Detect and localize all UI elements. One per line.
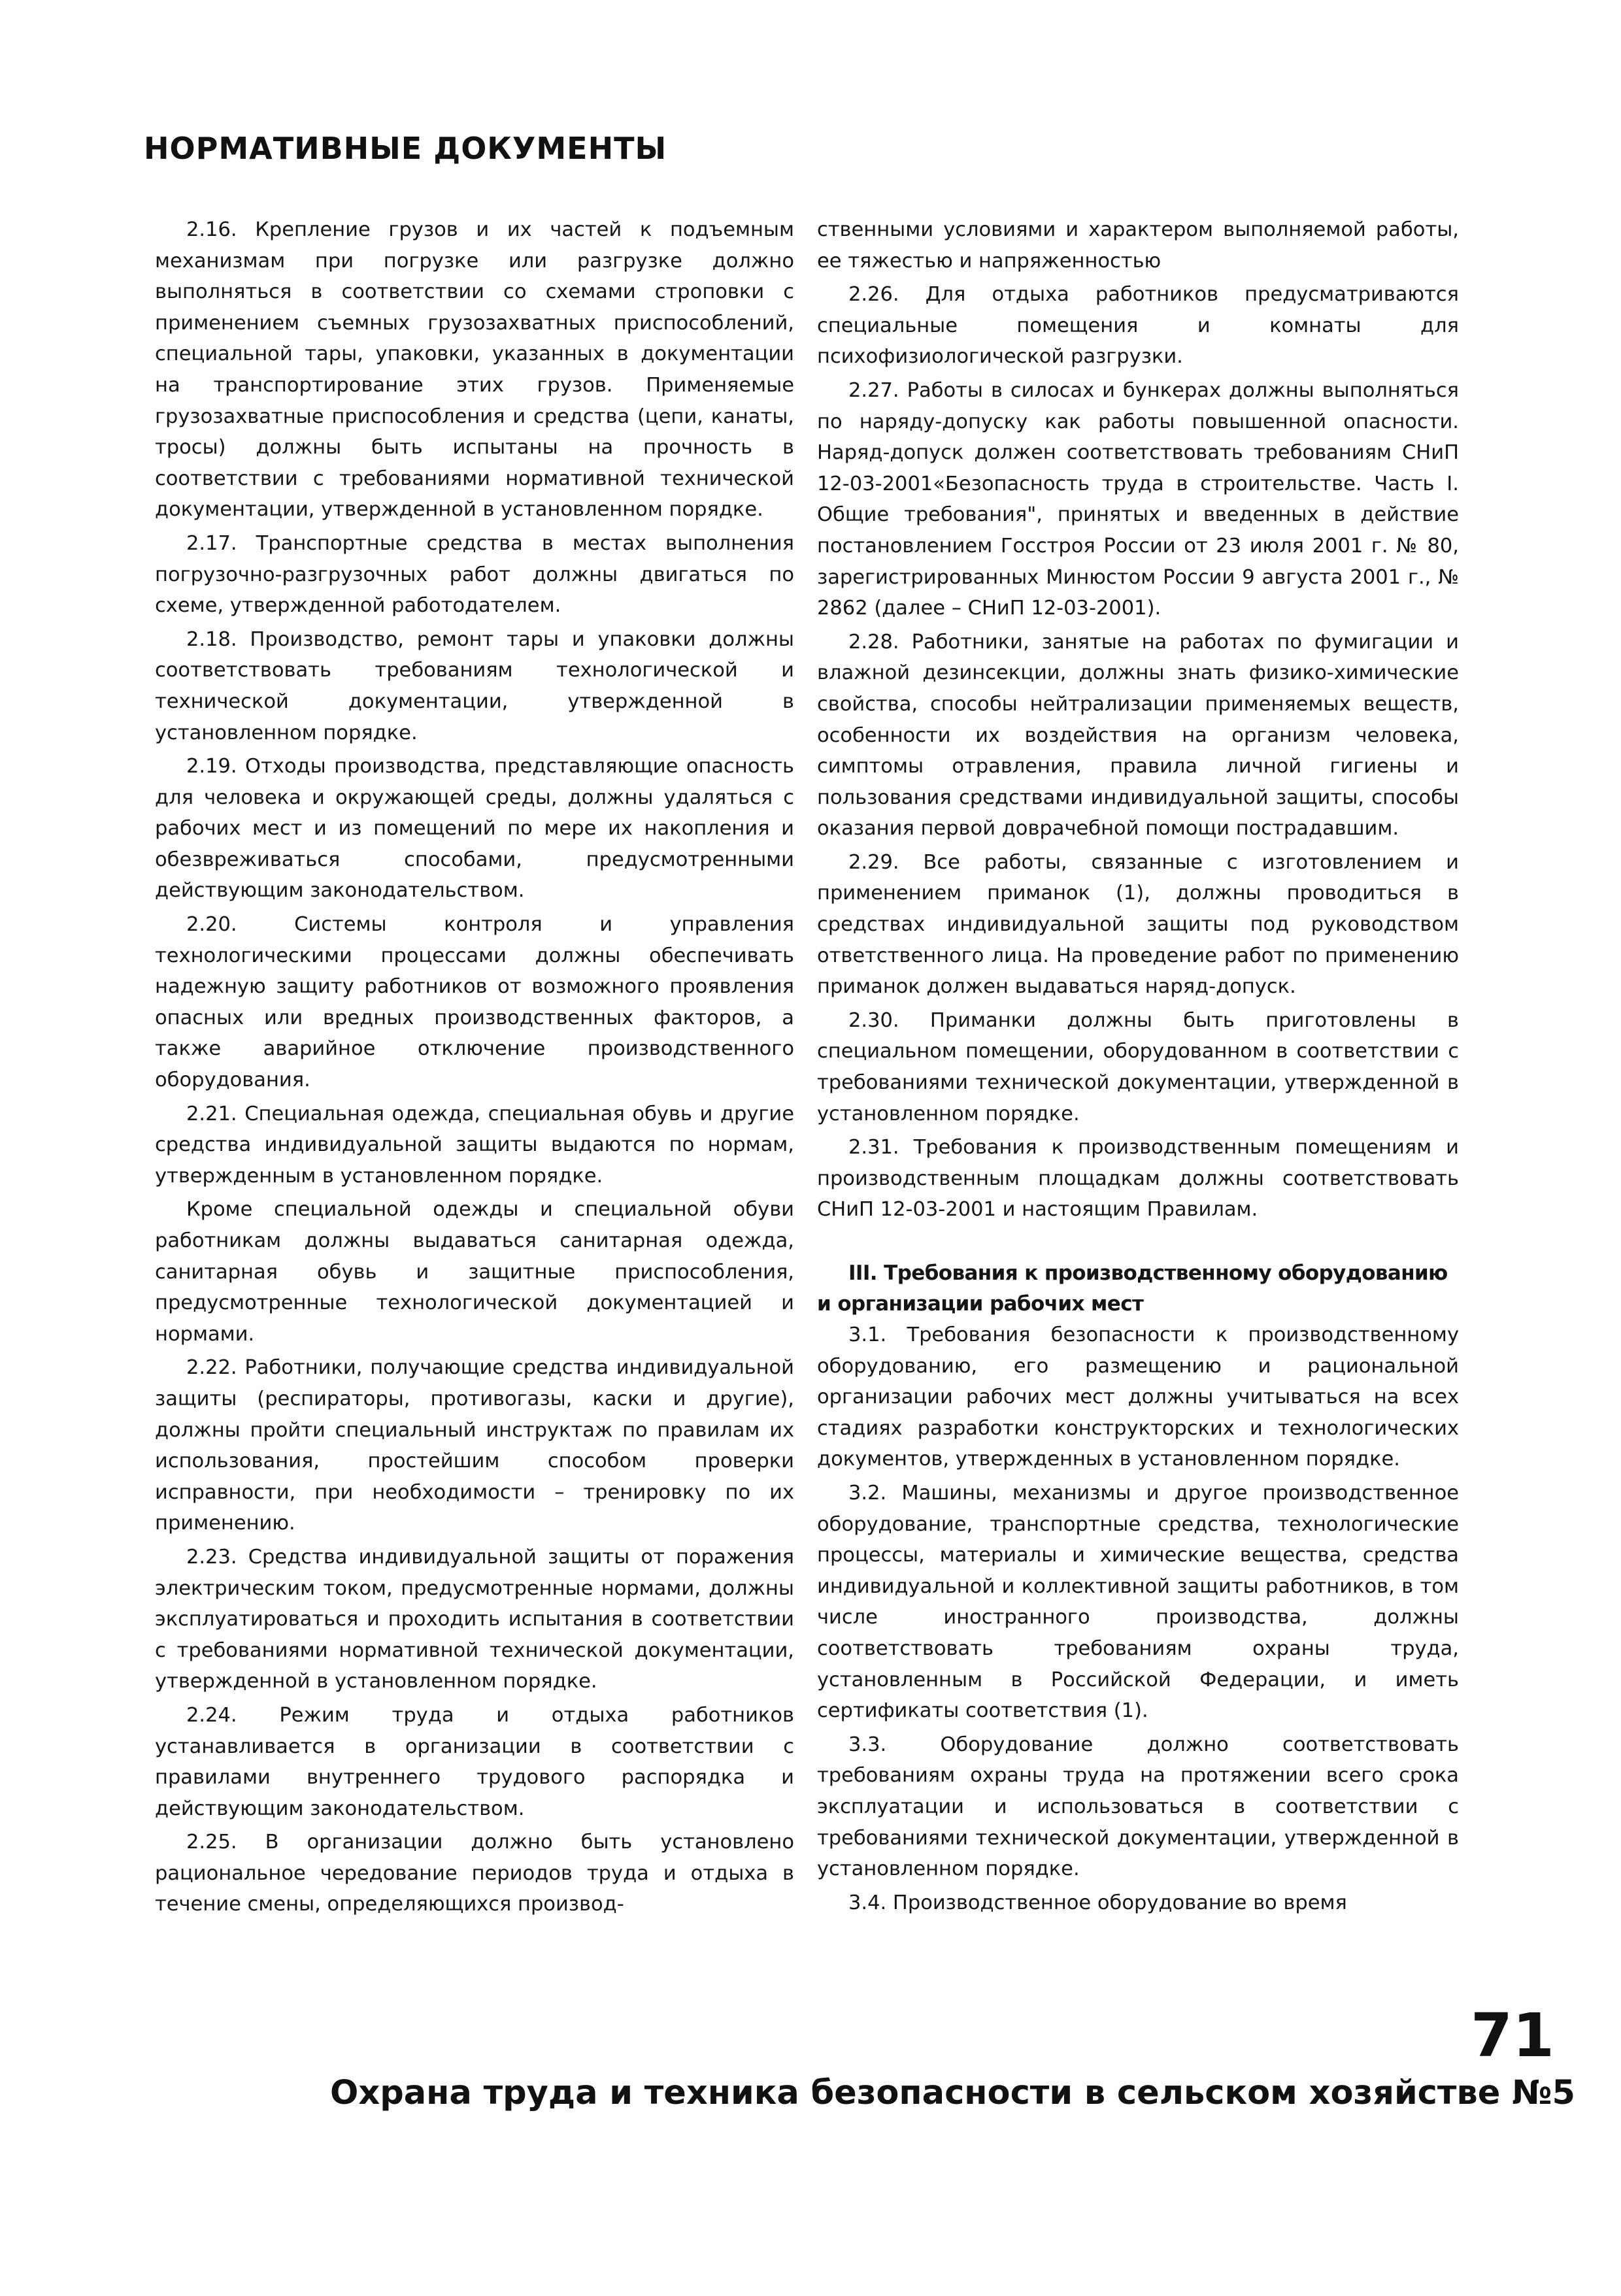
paragraph-2-25: 2.25. В организации должно быть установлено рациональное чередование периодов труда и отдыха в течение смены, определяющихся производ-	[155, 1831, 794, 1916]
paragraph-2-25-cont: ственными условиями и характером выполняемой работы, ее тяжестью и напряженностью	[817, 218, 1459, 273]
paragraph-2-26: 2.26. Для отдыха работников предусматриваются специальные помещения и комнаты для психофизиологической разгрузки.	[817, 283, 1459, 369]
paragraph-2-17: 2.17. Транспортные средства в местах выполнения погрузочно-разгрузочных работ должны двигаться по схеме, утвержденной работодателем.	[155, 531, 794, 618]
paragraph-2-24: 2.24. Режим труда и отдыха работников устанавливается в организации в соответствии с правилами внутреннего трудового распорядка и действующим законодательством.	[155, 1703, 794, 1820]
paragraph-2-30: 2.30. Приманки должны быть приготовлены в специальном помещении, оборудованном в соответствии с требованиями технической документации, утвержденной в установленном порядке.	[817, 1008, 1459, 1125]
page-number: 71	[1471, 2001, 1555, 2071]
paragraph-2-29: 2.29. Все работы, связанные с изготовлением и применением приманок (1), должны проводиться в средствах индивидуальной защиты под руководством ответственного лица. На проведение работ по применению приманок должен выдаваться наряд-допуск.	[817, 850, 1459, 999]
left-column	[155, 214, 794, 1923]
paragraph-2-31: 2.31. Требования к производственным помещениям и производственным площадкам должны соответствовать СНиП 12-03-2001 и настоящим Правилам.	[817, 1136, 1459, 1222]
paragraph-2-21-cont: Кроме специальной одежды и специальной обуви работникам должны выдаваться санитарная одежда, санитарная обувь и защитные приспособления, предусмотренные технологической документацией и нормами.	[155, 1198, 794, 1346]
paragraph-3-1: 3.1. Требования безопасности к производственному оборудованию, его размещению и рациональной организации рабочих мест должны учитываться на всех стадиях разработки конструкторских и технологических документов, утвержденных в установленном порядке.	[817, 1323, 1459, 1471]
paragraph-2-20: 2.20. Системы контроля и управления технологическими процессами должны обеспечивать надежную защиту работников от возможного проявления опасных или вредных производственных факторов, а также аварийное отключение производственного оборудования.	[155, 913, 794, 1092]
right-column	[817, 214, 1459, 1921]
paragraph-3-4: 3.4. Производственное оборудование во время	[848, 1891, 1347, 1914]
section-iii-heading: III. Требования к производственному оборудованию и организации рабочих мест	[817, 1261, 1448, 1316]
section-header: НОРМАТИВНЫЕ ДОКУМЕНТЫ	[144, 131, 667, 166]
paragraph-2-27: 2.27. Работы в силосах и бункерах должны выполняться по наряду-допуску как работы повышенной опасности. Наряд-допуск должен соответствовать требованиям СНиП 12-03-2001«Безопасность труда в строительстве. Часть I. Общие требования", принятых и введенных в действие постановлением Госстроя России от 23 июля 2001 г. № 80, зарегистрированных Минюстом России 9 августа 2001 г., № 2862 (далее – СНиП 12-03-2001).	[817, 378, 1459, 620]
paragraph-2-23: 2.23. Средства индивидуальной защиты от поражения электрическим током, предусмотренные нормами, должны эксплуатироваться и проходить испытания в соответствии с требованиями нормативной технической документации, утвержденной в установленном порядке.	[155, 1545, 794, 1693]
paragraph-2-19: 2.19. Отходы производства, представляющие опасность для человека и окружающей среды, должны удаляться с рабочих мест и из помещений по мере их накопления и обезвреживаться способами, предусмотренными действующим законодательством.	[155, 755, 794, 903]
paragraph-2-28: 2.28. Работники, занятые на работах по фумигации и влажной дезинсекции, должны знать физико-химические свойства, способы нейтрализации применяемых веществ, особенности их воздействия на организм человека, симптомы отравления, правила личной гигиены и пользования средствами индивидуальной защиты, способы оказания первой доврачебной помощи пострадавшим.	[817, 630, 1459, 840]
paragraph-2-16: 2.16. Крепление грузов и их частей к подъемным механизмам при погрузке или разгрузке должно выполняться в соответствии со схемами строповки с применением съемных грузозахватных приспособлений, специальной тары, упаковки, указанных в документации на транспортирование этих грузов. Применяемые грузозахватные приспособления и средства (цепи, канаты, тросы) должны быть испытаны на прочность в соответствии с требованиями нормативной технической документации, утвержденной в установленном порядке.	[155, 218, 794, 522]
paragraph-2-18: 2.18. Производство, ремонт тары и упаковки должны соответствовать требованиям технологической и технической документации, утвержденной в установленном порядке.	[155, 627, 794, 744]
paragraph-3-2: 3.2. Машины, механизмы и другое производственное оборудование, транспортные средства, технологические процессы, материалы и химические вещества, средства индивидуальной и коллективной защиты работников, в том числе иностранного производства, должны соответствовать требованиям охраны труда, установленным в Российской Федерации, и иметь сертификаты соответствия (1).	[817, 1481, 1459, 1723]
paragraph-2-22: 2.22. Работники, получающие средства индивидуальной защиты (респираторы, противогазы, каски и другие), должны пройти специальный инструктаж по правилам их использования, простейшим способом проверки исправности, при необходимости – тренировку по их применению.	[155, 1356, 794, 1535]
journal-title: Охрана труда и техника безопасности в сельском хозяйстве №5	[330, 2074, 1575, 2112]
paragraph-3-3: 3.3. Оборудование должно соответствовать требованиям охраны труда на протяжении всего срока эксплуатации и использоваться в соответствии с требованиями технической документации, утвержденной в установленном порядке.	[817, 1733, 1459, 1881]
paragraph-2-21: 2.21. Специальная одежда, специальная обувь и другие средства индивидуальной защиты выдаются по нормам, утвержденным в установленном порядке.	[155, 1102, 794, 1188]
